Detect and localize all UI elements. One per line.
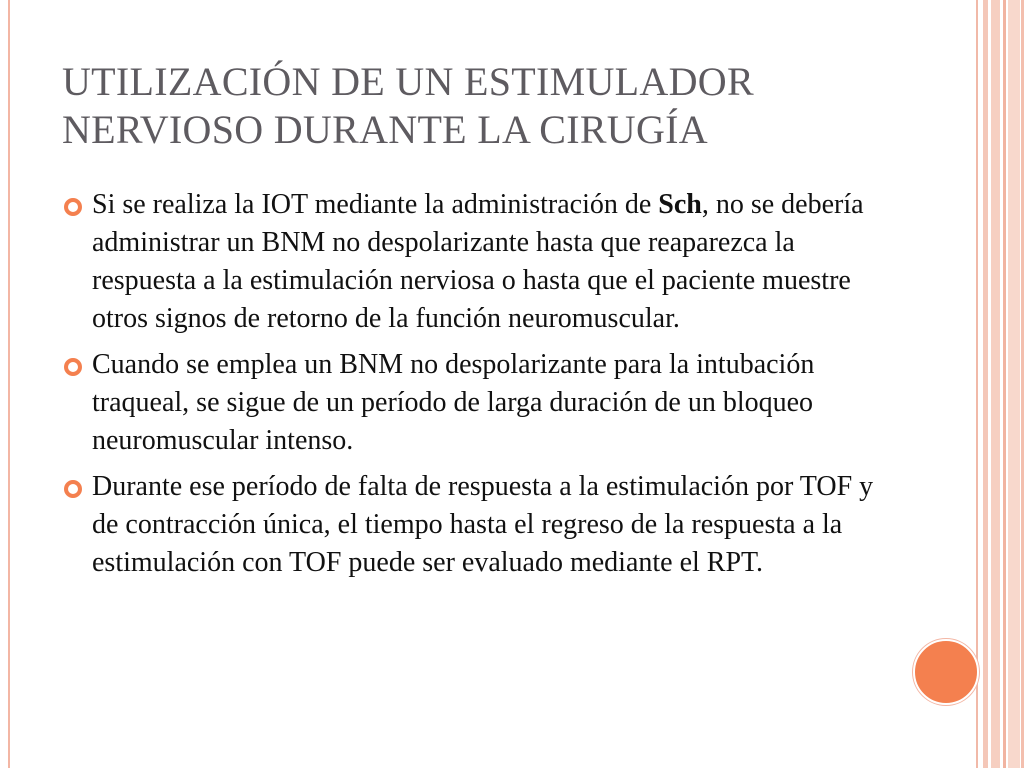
decorative-orange-circle	[913, 639, 979, 705]
circle-ring-icon	[64, 480, 82, 498]
right-stripe	[976, 0, 978, 768]
right-stripe	[1003, 0, 1006, 768]
bold-term-sch: Sch	[658, 189, 702, 220]
right-stripe	[1008, 0, 1020, 768]
bullet-text: , no se debería administrar un BNM no despolarizante hasta que reaparezca la respuesta a la estimulación nerviosa o hasta que el paciente muestre otros signos de retorno de la función neuromuscular.	[92, 189, 864, 334]
bullet-item-tof	[62, 468, 892, 582]
right-stripe	[991, 0, 1000, 768]
bullet-item-iot	[62, 186, 892, 338]
left-decorative-rule	[8, 0, 10, 768]
right-stripe	[983, 0, 988, 768]
bullet-item-bnm	[62, 346, 892, 460]
slide-title: UTILIZACIÓN DE UN ESTIMULADOR NERVIOSO DURANTE LA CIRUGÍA	[62, 59, 754, 152]
circle-ring-icon	[64, 198, 82, 216]
bullet-text: Si se realiza la IOT mediante la administración de	[92, 189, 659, 220]
circle-ring-icon	[64, 358, 82, 376]
bullet-text: Durante ese período de falta de respuesta a la estimulación por TOF y de contracción única, el tiempo hasta el regreso de la respuesta a la estimulación con TOF puede ser evaluado mediante el RPT.	[92, 471, 874, 578]
bullet-text: Cuando se emplea un BNM no despolarizante para la intubación traqueal, se sigue de un período de larga duración de un bloqueo neuromuscular intenso.	[92, 349, 815, 456]
bullet-list	[62, 186, 892, 590]
